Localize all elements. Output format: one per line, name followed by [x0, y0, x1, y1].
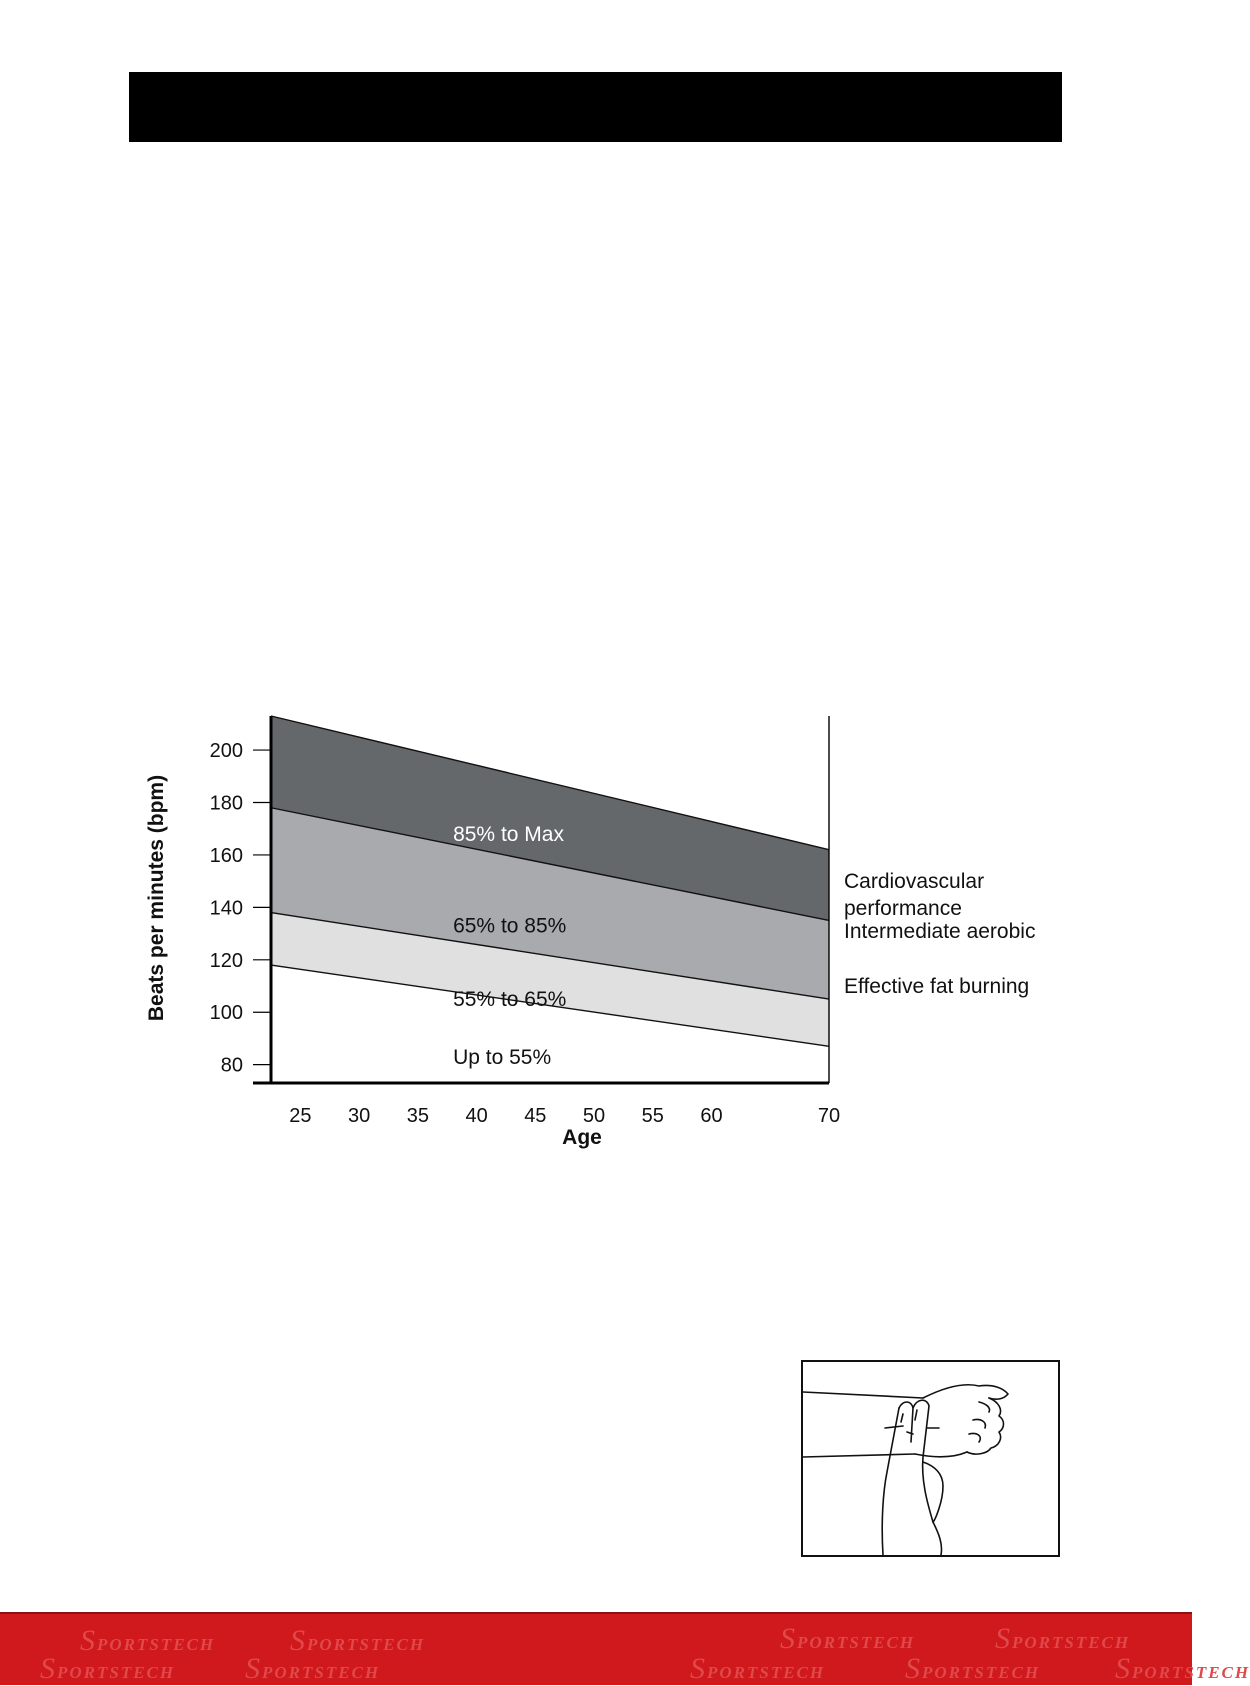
zone-label-1: Intermediate aerobic: [844, 919, 1036, 943]
y-tick-label: 200: [209, 740, 243, 763]
x-tick-label: 70: [817, 1105, 841, 1127]
band-label-0: 85% to Max: [453, 822, 564, 846]
y-tick-label: 80: [220, 1054, 243, 1077]
x-axis-label: Age: [562, 1126, 602, 1149]
x-tick-label: 40: [465, 1105, 488, 1127]
x-tick-label: 45: [524, 1105, 547, 1127]
pulse-check-illustration: [801, 1360, 1060, 1557]
footer-band: [0, 1612, 1250, 1685]
x-tick-label: 60: [700, 1105, 723, 1127]
x-tick-label: 25: [289, 1105, 312, 1127]
band-label-1: 65% to 85%: [453, 914, 567, 938]
watermark-logo: SPORTSTECH: [905, 1652, 1041, 1685]
watermark-logo: SPORTSTECH: [780, 1622, 916, 1655]
y-tick-label: 140: [209, 897, 243, 920]
watermark-logo: SPORTSTECH: [80, 1624, 216, 1657]
y-tick-label: 180: [209, 792, 243, 815]
x-tick-label: 35: [406, 1105, 429, 1127]
x-tick-label: 30: [347, 1105, 371, 1127]
watermark-logo: SPORTSTECH: [690, 1652, 826, 1685]
zone-label-0: performance: [844, 897, 962, 921]
y-tick-label: 120: [209, 949, 243, 972]
zone-label-0: Cardiovascular: [844, 870, 985, 894]
bands-layer: [271, 716, 829, 1083]
y-axis-label: Beats per minutes (bpm): [145, 774, 168, 1022]
x-tick-label: 50: [582, 1105, 606, 1127]
watermark-logo: SPORTSTECH: [40, 1652, 176, 1685]
watermark-logo: SPORTSTECH: [995, 1622, 1131, 1655]
watermark-logo: SPORTSTECH: [245, 1652, 381, 1685]
y-tick-label: 160: [209, 844, 243, 867]
x-tick-label: 55: [641, 1105, 664, 1127]
watermark-logo: SPORTSTECH: [290, 1624, 426, 1657]
zone-label-2: Effective fat burning: [844, 975, 1030, 999]
wrist-pulse-icon: [803, 1362, 1058, 1555]
y-tick-label: 100: [209, 1002, 243, 1025]
watermark-logo: SPORTSTECH: [1115, 1652, 1250, 1685]
band-label-2: 55% to 65%: [453, 988, 567, 1012]
band-label-3: Up to 55%: [453, 1045, 552, 1069]
